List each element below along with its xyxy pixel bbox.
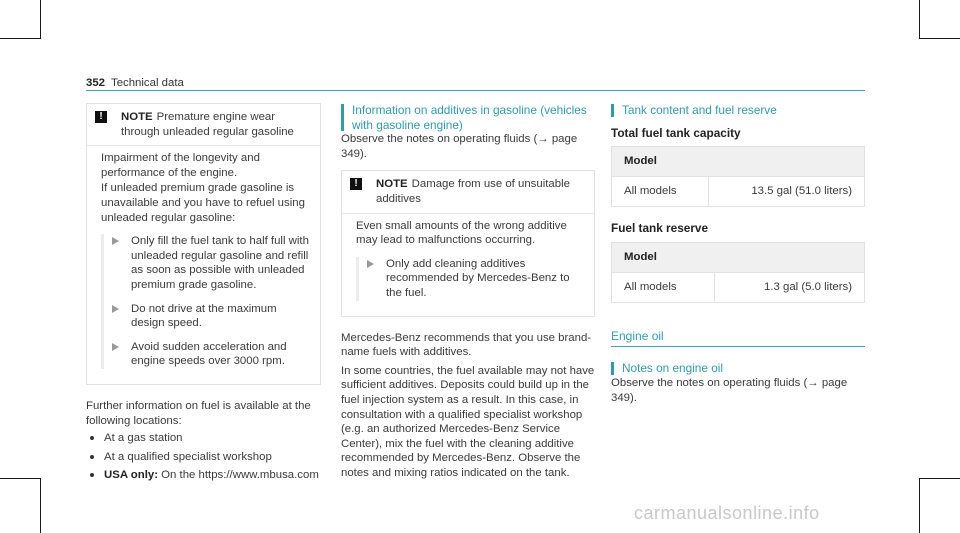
crop-mark bbox=[0, 38, 40, 39]
list-item: Avoid sudden acceleration and engine speeds over 3000 rpm. bbox=[104, 340, 310, 369]
engine-oil-title: Engine oil bbox=[611, 329, 865, 348]
notice-header bbox=[87, 104, 320, 146]
notice-body bbox=[342, 214, 594, 316]
capacity-title: Total fuel tank capacity bbox=[611, 125, 741, 140]
locations-list bbox=[86, 431, 321, 483]
notice-paragraph: Even small amounts of the wrong additive may lead to malfunctions occurring. bbox=[356, 219, 567, 247]
heading-bar bbox=[611, 104, 614, 117]
bullet-dot-icon bbox=[90, 473, 94, 477]
further-info-text: Further information on fuel is available at the following locations: bbox=[86, 399, 311, 427]
column-2 bbox=[341, 103, 595, 480]
list-item: At a qualified specialist workshop bbox=[86, 450, 321, 465]
list-item: At a gas station bbox=[86, 431, 321, 446]
heading-bar bbox=[611, 362, 614, 375]
section-title: Technical data bbox=[111, 77, 184, 89]
notice-title: Premature engine wear through unleaded regular gasoline bbox=[121, 111, 294, 138]
column-1 bbox=[86, 103, 321, 487]
table-cell-value: 1.3 gal (5.0 liters) bbox=[714, 272, 864, 302]
crop-mark bbox=[919, 0, 920, 39]
bullet-dot-icon bbox=[90, 436, 94, 440]
oil-heading: Notes on engine oil bbox=[611, 361, 866, 376]
bullet-dot-icon bbox=[90, 455, 94, 459]
notice-additives bbox=[341, 170, 595, 316]
notice-body bbox=[87, 146, 320, 384]
notice-paragraph: Impairment of the longevity and performance of the engine. bbox=[101, 152, 260, 179]
crop-mark bbox=[40, 0, 41, 39]
reserve-title: Fuel tank reserve bbox=[611, 221, 709, 236]
warning-icon: ! bbox=[350, 178, 362, 190]
notice-label: NOTE bbox=[376, 178, 408, 191]
triangle-bullet-icon bbox=[112, 237, 119, 245]
warning-icon: ! bbox=[95, 111, 107, 123]
usa-link-text[interactable]: On the https://www.mbusa.com bbox=[161, 469, 319, 482]
usa-label: USA only: bbox=[104, 469, 158, 482]
tank-heading: Tank content and fuel reserve bbox=[611, 103, 866, 118]
capacity-table bbox=[611, 146, 865, 207]
table-header: Model bbox=[612, 242, 865, 272]
notice-label: NOTE bbox=[121, 111, 153, 123]
triangle-bullet-icon bbox=[367, 260, 374, 268]
notice-paragraph: If unleaded premium grade gasoline is unavailable and you have to refuel using unleaded regular gasoline: bbox=[101, 182, 305, 224]
list-item bbox=[86, 468, 321, 483]
crop-mark bbox=[40, 478, 41, 533]
table-cell-label: All models bbox=[612, 272, 715, 302]
notice-steps bbox=[101, 234, 310, 369]
column-3 bbox=[611, 103, 866, 405]
table-header: Model bbox=[612, 147, 865, 177]
notice-steps bbox=[356, 257, 584, 301]
list-item: Do not drive at the maximum design speed. bbox=[104, 302, 310, 331]
reserve-table bbox=[611, 242, 865, 303]
additives-intro[interactable]: Observe the notes on operating fluids (→ page 349). bbox=[341, 133, 578, 160]
notice-header bbox=[342, 171, 594, 213]
triangle-bullet-icon bbox=[112, 305, 119, 313]
table-cell-value: 13.5 gal (51.0 liters) bbox=[708, 177, 864, 207]
table-row bbox=[612, 272, 865, 302]
table-row bbox=[612, 177, 865, 207]
crop-mark bbox=[0, 478, 40, 479]
additives-heading: Information on additives in gasoline (vehicles with gasoline engine) bbox=[341, 103, 595, 132]
heading-bar bbox=[341, 104, 344, 131]
crop-mark bbox=[919, 478, 920, 533]
table-cell-label: All models bbox=[612, 177, 709, 207]
crop-mark bbox=[920, 478, 960, 479]
additives-detail-text: In some countries, the fuel available may not have sufficient additives. Deposits could build up in the fuel injection system as a result. In this case, in consultation with a qualified specialist workshop (e.g. an authorized Mercedes-Benz Service Center), mix the fuel with the cleaning additive recommended by Mercedes-Benz. Observe the notes and mixing ratios indicated on the tank. bbox=[341, 364, 595, 479]
page-number: 352 bbox=[86, 77, 106, 89]
oil-text[interactable]: Observe the notes on operating fluids (→ page 349). bbox=[611, 376, 848, 404]
header-rule bbox=[86, 90, 865, 91]
list-item: Only fill the fuel tank to half full with unleaded regular gasoline and refill as soon as possible with unleaded premium grade gasoline. bbox=[104, 234, 310, 292]
brand-fuel-text: Mercedes-Benz recommends that you use brand-name fuels with additives. bbox=[341, 331, 592, 359]
crop-mark bbox=[920, 38, 960, 39]
triangle-bullet-icon bbox=[112, 343, 119, 351]
list-item: Only add cleaning additives recommended by Mercedes-Benz to the fuel. bbox=[359, 257, 584, 301]
notice-title: Damage from use of unsuitable additives bbox=[376, 178, 570, 205]
watermark: carmanualsonline.info bbox=[634, 503, 820, 523]
notice-engine-wear bbox=[86, 103, 321, 385]
